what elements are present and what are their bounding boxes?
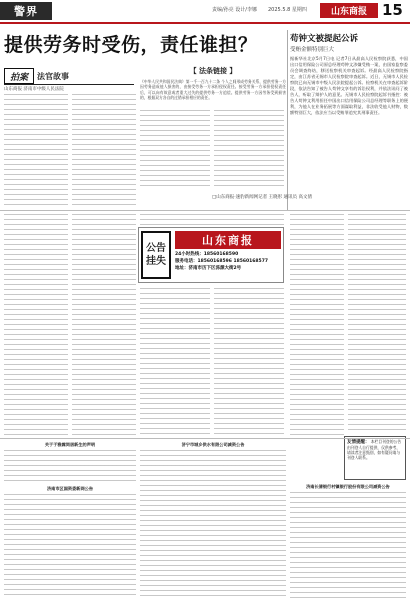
story-column-3 (140, 110, 210, 190)
header-rule (0, 22, 410, 24)
legal-link-box (140, 66, 286, 106)
column-divider (287, 30, 288, 210)
side-story-title: 苟钟文被提起公诉 (290, 34, 359, 44)
brand-seal: 拍案 (4, 68, 34, 84)
reminder-title: 友情提醒： (347, 440, 370, 445)
story-column-4 (214, 110, 284, 190)
classified-column-6 (348, 214, 406, 432)
notice-body-2 (4, 494, 136, 598)
editor-credits: 责编/孙亮 设计/李娜 (212, 7, 257, 13)
classified-column-1 (4, 214, 68, 436)
side-story-subtitle: 受贿金额特别巨大 (290, 47, 335, 53)
ad-loss-label: 挂失 (146, 256, 166, 267)
paper-name: 山东商报 (320, 3, 378, 18)
notice-body-1 (4, 450, 136, 482)
section-divider (0, 210, 410, 211)
ad-banner: 山东商报 (175, 231, 281, 249)
ad-service-phone: 服务电话：18560168596 18560168577 (175, 259, 268, 264)
classified-column-3-top (140, 214, 284, 226)
story-column-1 (4, 94, 68, 206)
main-headline: 提供劳务时受伤，责任谁担？ (4, 34, 258, 56)
notice-title-2: 济南市区国资委新网公告 (46, 486, 94, 491)
legal-text: 《中华人民共和国民法典》第一千一百九十二条 个人之间形成劳务关系，提供劳务一方因劳务造成他人损害的，由接受劳务一方承担侵权责任。接受劳务一方承担侵权责任后，可以向有故意或者重大过失的提供劳务一方追偿。提供劳务一方因劳务受到损害的，根据双方各自的过错承担相应的责任。 (140, 79, 286, 101)
issue-date: 2025.5.8 星期四 (268, 7, 307, 13)
notice-title-1: 关于于雅霖同居新生的声明 (44, 442, 96, 447)
classified-column-2 (72, 214, 136, 436)
brand-rule (4, 84, 134, 85)
notice-body-4 (290, 492, 406, 598)
page-header (0, 0, 410, 22)
side-story-body: 据新华社北京5月7日电 记者7日从最高人民检察院获悉，中国出口信用保险公司原总经理苟钟文涉嫌受贿一案，由国家监察委员会调查终结，移送检察机关审查起诉。经最高人民检察院指定，由江苏省无锡市人民检察院审查起诉。近日，无锡市人民检察院已向无锡市中级人民法院提起公诉。检察机关在审查起诉阶段，依法告知了被告人苟钟文享有的诉讼权利，并依法讯问了被告人，听取了辩护人的意见。无锡市人民检察院起诉书指控：被告人苟钟文利用担任中国出口信用保险公司总经理等职务上的便利，为他人在业务拓展等方面谋取利益，非法收受他人财物，数额特别巨大，依法应当以受贿罪追究其刑事责任。 (290, 56, 408, 115)
reminder-text: 本栏目刊登的公告由刊登人自行提供，仅供参考，请读者注意甄别，如有疑问请与刊登人联系。 (347, 439, 402, 460)
ad-notice-seal (141, 231, 171, 279)
notice-body-3 (140, 450, 286, 598)
reminder-box (344, 436, 406, 480)
story-column-2 (72, 94, 136, 206)
ad-hotline: 24小时热线：18560168590 (175, 252, 239, 257)
ad-address: 地址：济南市历下区泺源大街2号 (175, 266, 242, 271)
section-label: 警界 (0, 2, 52, 20)
classified-ad-box (138, 227, 284, 283)
ad-notice-label: 公告 (146, 243, 166, 254)
story-byline: □山东商报·速豹新闻网记者 王晓彤 通讯员 高文倩 (212, 195, 312, 200)
classified-column-5 (290, 214, 344, 436)
brand-source: 山东商报 济南市中级人民法院 (4, 87, 64, 92)
classified-column-3 (140, 288, 210, 436)
notice-title-4: 济南长清银行村镇银行股份有限公司减资公告 (306, 484, 390, 489)
page-number: 15 (382, 1, 403, 19)
column-brand (4, 66, 114, 86)
classified-column-4 (214, 288, 284, 436)
notice-title-3: 济宁市城乡供水有限公司减资公告 (181, 442, 245, 447)
brand-name: 法官故事 (37, 71, 69, 81)
legal-title: 【 法条链接 】 (189, 67, 237, 75)
bottom-divider (0, 438, 410, 439)
